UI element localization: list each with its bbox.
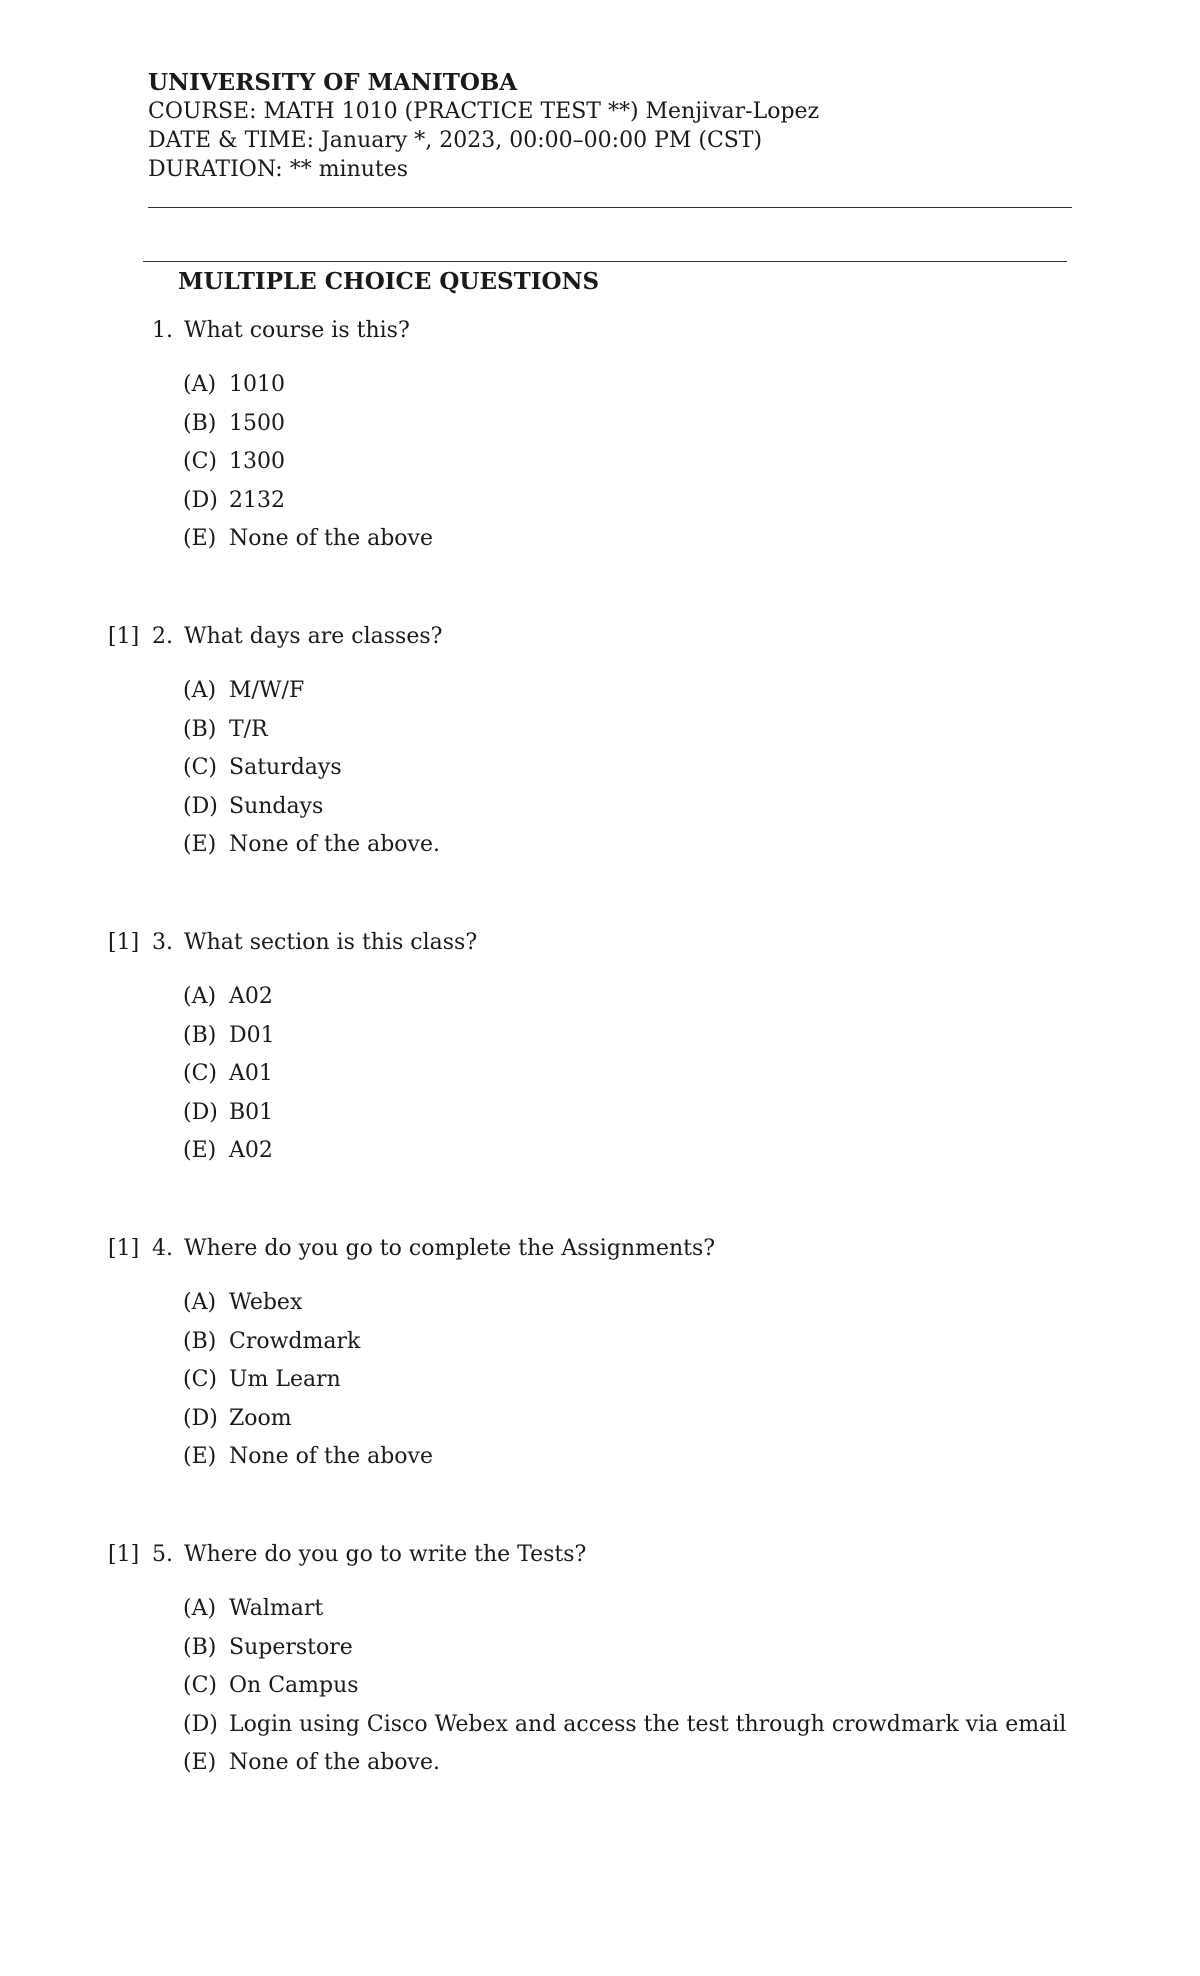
option-text: A01 xyxy=(229,1061,273,1086)
option-text: Crowdmark xyxy=(229,1328,361,1354)
option-label: (A) xyxy=(183,1596,217,1621)
option-label: (D) xyxy=(183,793,218,819)
option-text: Walmart xyxy=(229,1596,324,1621)
question-points: [1] xyxy=(108,930,140,955)
option-label: (B) xyxy=(183,1022,217,1048)
option-text: A02 xyxy=(229,984,273,1009)
option-label: (A) xyxy=(183,1290,217,1315)
option-text: None of the above xyxy=(229,1444,433,1469)
option-text: None of the above. xyxy=(229,832,440,857)
option-text: 1500 xyxy=(229,410,285,436)
question-points: [1] xyxy=(108,624,140,649)
option-text: Sundays xyxy=(229,793,324,819)
option-text: Zoom xyxy=(229,1405,292,1431)
option-label: (D) xyxy=(183,1099,218,1125)
option-label: (C) xyxy=(183,1367,217,1392)
question-number: 4. xyxy=(152,1236,173,1261)
option-label: (B) xyxy=(183,1328,217,1354)
option-text: None of the above xyxy=(229,526,433,551)
option-label: (B) xyxy=(183,410,217,436)
option-text: T/R xyxy=(229,716,268,742)
option-text: A02 xyxy=(229,1138,273,1163)
option-text: B01 xyxy=(229,1099,274,1125)
date-time-line: DATE & TIME: January *, 2023, 00:00–00:00 PM (CST) xyxy=(148,128,763,153)
option-text: On Campus xyxy=(229,1673,359,1698)
question-text: Where do you go to write the Tests? xyxy=(184,1542,587,1567)
option-label: (C) xyxy=(183,755,217,780)
question-text: What section is this class? xyxy=(184,930,478,955)
option-label: (A) xyxy=(183,678,217,703)
option-label: (D) xyxy=(183,1405,218,1431)
option-text: Um Learn xyxy=(229,1367,341,1392)
option-text: Saturdays xyxy=(229,755,342,780)
option-text: Superstore xyxy=(229,1634,353,1660)
question-text: What days are classes? xyxy=(184,624,443,649)
option-label: (A) xyxy=(183,372,217,397)
option-label: (B) xyxy=(183,716,217,742)
option-label: (D) xyxy=(183,1711,218,1737)
option-text: M/W/F xyxy=(229,678,305,703)
option-text: 1010 xyxy=(229,372,285,397)
option-label: (C) xyxy=(183,1061,217,1086)
option-text: None of the above. xyxy=(229,1750,440,1775)
question-points: [1] xyxy=(108,1542,140,1567)
option-label: (E) xyxy=(183,526,217,551)
option-text: 2132 xyxy=(229,487,285,513)
question-number: 3. xyxy=(152,930,173,955)
option-label: (E) xyxy=(183,1750,217,1775)
option-label: (E) xyxy=(183,832,217,857)
question-number: 5. xyxy=(152,1542,173,1567)
option-label: (B) xyxy=(183,1634,217,1660)
option-label: (C) xyxy=(183,1673,217,1698)
question-number: 2. xyxy=(152,624,173,649)
university-name: UNIVERSITY OF MANITOBA xyxy=(148,69,518,96)
option-label: (E) xyxy=(183,1138,217,1163)
question-points: [1] xyxy=(108,1236,140,1261)
section-title: MULTIPLE CHOICE QUESTIONS xyxy=(178,268,600,295)
option-label: (E) xyxy=(183,1444,217,1469)
option-text: Login using Cisco Webex and access the test through crowdmark via email xyxy=(229,1711,1067,1737)
question-text: Where do you go to complete the Assignments? xyxy=(184,1236,716,1261)
option-text: D01 xyxy=(229,1022,275,1048)
option-text: Webex xyxy=(229,1290,303,1315)
exam-header xyxy=(148,68,819,184)
question-number: 1. xyxy=(152,318,173,343)
option-label: (D) xyxy=(183,487,218,513)
option-text: 1300 xyxy=(229,449,285,474)
header-divider xyxy=(148,207,1072,208)
option-label: (C) xyxy=(183,449,217,474)
course-line: COURSE: MATH 1010 (PRACTICE TEST **) Menjivar-Lopez xyxy=(148,99,820,124)
section-divider xyxy=(143,261,1067,262)
duration-line: DURATION: ** minutes xyxy=(148,157,409,182)
question-text: What course is this? xyxy=(184,318,410,343)
option-label: (A) xyxy=(183,984,217,1009)
